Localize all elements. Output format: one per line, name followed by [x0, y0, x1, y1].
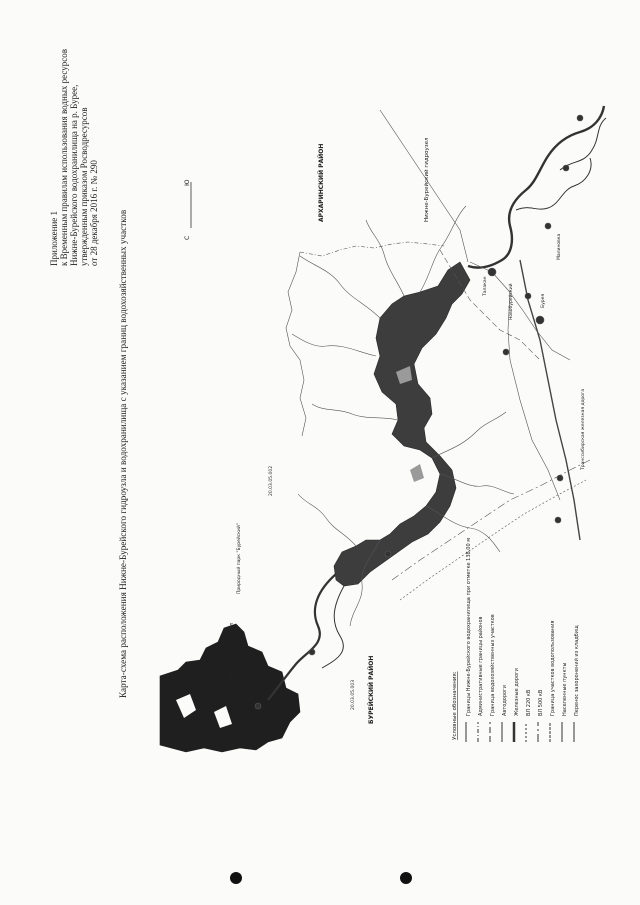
label-code-2: 20.03.05.003	[351, 679, 356, 710]
settlement-marker	[488, 268, 496, 276]
label-malinovka: Малиновка	[557, 233, 562, 260]
appendix-line-4: утвержденным приказом Росводресурсов	[79, 107, 89, 266]
appendix-block	[49, 49, 99, 266]
legend-item-label: Населенные пункты	[562, 662, 568, 716]
tributary	[300, 256, 380, 318]
district-label-bureya: БУРЕЙСКИЙ РАЙОН	[368, 655, 375, 724]
legend-item-label: Перенос захоронений из кладбищ	[574, 625, 580, 716]
legend-item-label: Автодороги	[502, 685, 508, 716]
svg-text:С: С	[184, 235, 191, 240]
label-lower-bureya-hpp: Нижне-Бурейский гидроузел	[424, 137, 430, 222]
label-talakan: Талакан	[483, 276, 488, 296]
label-reserve: Природный парк "Бурейский"	[237, 523, 242, 594]
railway	[520, 260, 580, 540]
legend-item-label: Граница водохозяйственных участков	[490, 614, 496, 716]
district-label-arkhara: АРХАРИНСКИЙ РАЙОН	[318, 143, 325, 222]
label-railway: Транссибирская железная дорога	[581, 388, 586, 470]
label-novobureysky: Новобурейский	[509, 283, 514, 320]
appendix-line-2: к Временным правилам использования водных ресурсов	[59, 49, 69, 266]
legend-item-label: Административные границы районов	[478, 616, 484, 716]
legend-item-label: Границы Нижне-Бурейского водохранилища при отметке 138,00 м	[466, 537, 472, 716]
map-area	[160, 106, 606, 752]
label-bureya-hpp: Бурейский гидроузел	[229, 622, 235, 680]
legend-item-label: ВЛ 500 кВ	[538, 689, 544, 716]
legend-item-label: Граница участков водопользования	[550, 620, 556, 716]
appendix-line-5: от 28 декабря 2016 г. № 290	[89, 160, 99, 266]
compass	[184, 179, 191, 240]
punch-hole-left	[230, 872, 242, 884]
legend-item-label: ВЛ 220 кВ	[526, 689, 532, 716]
river-downstream	[468, 106, 604, 268]
svg-text:Ю: Ю	[184, 179, 191, 186]
punch-hole-right	[400, 872, 412, 884]
appendix-line-1: Приложение 1	[49, 210, 59, 266]
legend	[452, 538, 580, 742]
reservoir	[334, 262, 470, 586]
label-bureya-town: Бурея	[541, 293, 546, 308]
legend-item-label: Железные дороги	[514, 668, 520, 716]
label-code-1: 20.03.05.002	[269, 465, 274, 496]
appendix-line-3: Нижне-Бурейского водохранилища на р. Бурее,	[69, 84, 79, 266]
map-title: Карта-схема расположения Нижне-Бурейского гидроузла и водохранилища с указанием границ водохозяйственных участков	[118, 209, 128, 698]
legend-title: Условные обозначения:	[452, 671, 458, 740]
